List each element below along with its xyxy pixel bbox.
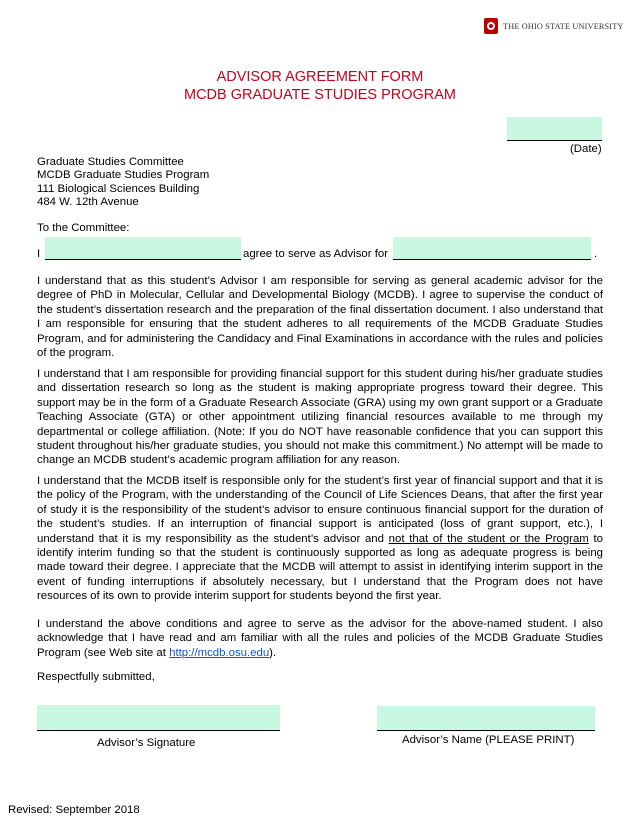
form-subtitle: MCDB GRADUATE STUDIES PROGRAM <box>183 87 457 103</box>
underlined-emphasis: not that of the student or the Program <box>388 532 589 545</box>
agreement-text: agree to serve as Advisor for <box>243 248 388 260</box>
address-line: 111 Biological Sciences Building <box>37 182 200 195</box>
mcdb-website-link[interactable]: http://mcdb.osu.edu <box>169 646 270 659</box>
closing: Respectfully submitted, <box>37 671 155 683</box>
agreement-suffix: . <box>594 248 598 260</box>
address-line: MCDB Graduate Studies Program <box>37 169 210 182</box>
date-label: (Date) <box>570 143 602 155</box>
student-name-input[interactable] <box>393 237 591 260</box>
university-logo <box>484 18 624 34</box>
university-name: THE OHIO STATE UNIVERSITY <box>503 21 624 31</box>
advisor-signature-input[interactable] <box>37 705 280 731</box>
paragraph-program-policy <box>37 474 603 604</box>
address-line: Graduate Studies Committee <box>37 156 184 168</box>
advisor-printed-name-input[interactable] <box>377 706 595 731</box>
address-line: 484 W. 12th Avenue <box>37 196 139 209</box>
paragraph-text: to identify interim funding so that the student is continuously supported as long as adequate progress is being made toward their degree. I appreciate that the MCDB will attempt to assist in identifying interim support in the event of funding interruptions if absolutely necessary, but I understand that the Program does not have resources of its own to provide interim support for students beyond the first year. <box>37 532 603 603</box>
advisor-signature-label: Advisor’s Signature <box>97 737 196 749</box>
advisor-name-label: Advisor’s Name (PLEASE PRINT) <box>402 734 575 746</box>
agreement-prefix: I <box>37 248 41 260</box>
date-input[interactable] <box>507 117 602 141</box>
paragraph-text: ). <box>269 646 277 659</box>
revision-date: Revised: September 2018 <box>8 804 140 816</box>
advisor-name-input[interactable] <box>45 237 241 260</box>
form-title: ADVISOR AGREEMENT FORM <box>216 69 424 85</box>
paragraph-acknowledgement <box>37 617 603 660</box>
paragraph-text: I understand the above conditions and agree to serve as the advisor for the above-named student. I also acknowledge that I have read and am familiar with all the rules and policies of the MCDB Graduate Studies Program (see Web site at <box>37 618 603 659</box>
paragraph-advising-responsibility: I understand that as this student’s Advisor I am responsible for serving as general academic advisor for the degree of PhD in Molecular, Cellular and Developmental Biology (MCDB). I agree to supervise the conduct of the student’s dissertation research and the preparation of the final dissertation document. I also understand that I am responsible for ensuring that the student adheres to all requirements of the MCDB Graduate Studies Program, and for administering the Candidacy and Final Examinations in accordance with the rules and policies of the program. <box>37 275 603 360</box>
paragraph-text: I understand that the MCDB itself is responsible only for the student’s first year of financial support and that it is the policy of the Program, with the understanding of the Council of Life Sciences Deans, that after the first year of study it is the responsibility of the student’s advisor to ensure continuous financial support for the duration of the student’s studies. If an interruption of financial support is anticipated (loss of grant support, etc.), I understand that it is my responsibility as the student’s advisor and <box>37 475 603 545</box>
recipient-address <box>37 156 209 210</box>
salutation: To the Committee: <box>37 222 130 234</box>
ohio-state-block-o-icon <box>484 18 498 34</box>
paragraph-financial-support: I understand that I am responsible for providing financial support for this student during his/her graduate studies and dissertation research so long as the student is making appropriate progress toward their degree. This support may be in the form of a Graduate Research Associate (GRA) using my own grant support or a Graduate Teaching Associate (GTA) or other appointment utilizing financial resources available to me through my departmental or college affiliation. (Note: If you do NOT have reasonable confidence that you can support this student throughout his/her graduate studies, you should not make this commitment.) No attempt will be made to change an MCDB student’s academic program affiliation for any reason. <box>37 368 603 467</box>
